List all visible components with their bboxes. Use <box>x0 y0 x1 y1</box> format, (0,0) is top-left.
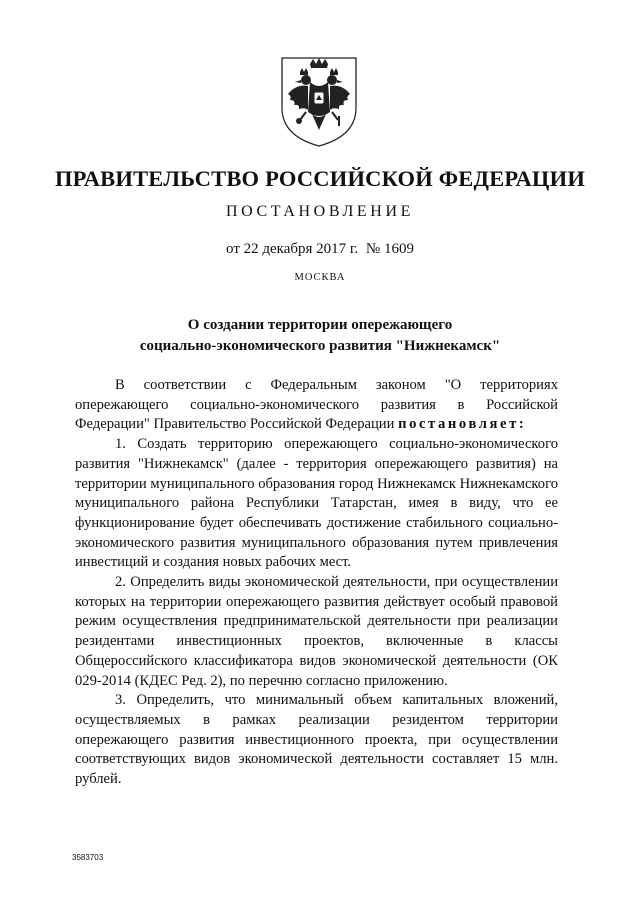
preamble-paragraph <box>75 376 558 435</box>
decree-date: от 22 декабря 2017 г. <box>226 241 359 257</box>
city-label: МОСКВА <box>294 272 346 283</box>
document-body <box>75 376 558 790</box>
title-line-1: О создании территории опережающего <box>187 317 453 333</box>
decree-number: № 1609 <box>365 241 414 257</box>
date-line <box>0 241 640 258</box>
clause-2: 2. Определить виды экономической деятельности, при осуществлении которых на территории опережающего развития действует особый правовой режим осуществления предпринимательской деятельности при реализации резидентами инвестиционных проектов, включенные в классы Общероссийского классификатора видов экономической деятельности (ОК 029-2014 (КДЕС Ред. 2), по перечню согласно приложению. <box>75 574 558 689</box>
document-code: 3583703 <box>72 853 104 862</box>
preamble-text: В соответствии с Федеральным законом "О территориях опережающего социально-экономического развития в Российской Федерации" Правительство Российской Федерации <box>75 377 558 433</box>
coat-of-arms-icon <box>270 50 368 148</box>
clause-1: 1. Создать территорию опережающего социально-экономического развития "Нижнекамск" (далее - территория опережающего развития) на территории муниципального образования город Нижнекамск Нижнекамского муниципального района Республики Татарстан, имея в виду, что ее функционирование будет обеспечивать достижение стабильного социально-экономического развития муниципального образования путем привлечения инвестиций и создания новых рабочих мест. <box>75 436 558 571</box>
title-line-2: социально-экономического развития "Нижнекамск" <box>139 338 501 354</box>
clause-3: 3. Определить, что минимальный объем капитальных вложений, осуществляемых в рамках реализации резидентом территории опережающего развития инвестиционного проекта, при осуществлении соответствующих видов экономической деятельности составляет 15 млн. рублей. <box>75 692 558 788</box>
government-heading: ПРАВИТЕЛЬСТВО РОССИЙСКОЙ ФЕДЕРАЦИИ <box>54 166 586 191</box>
document-title <box>0 315 640 357</box>
document-type: ПОСТАНОВЛЕНИЕ <box>226 203 414 220</box>
resolves-word: постановляет: <box>398 416 527 433</box>
